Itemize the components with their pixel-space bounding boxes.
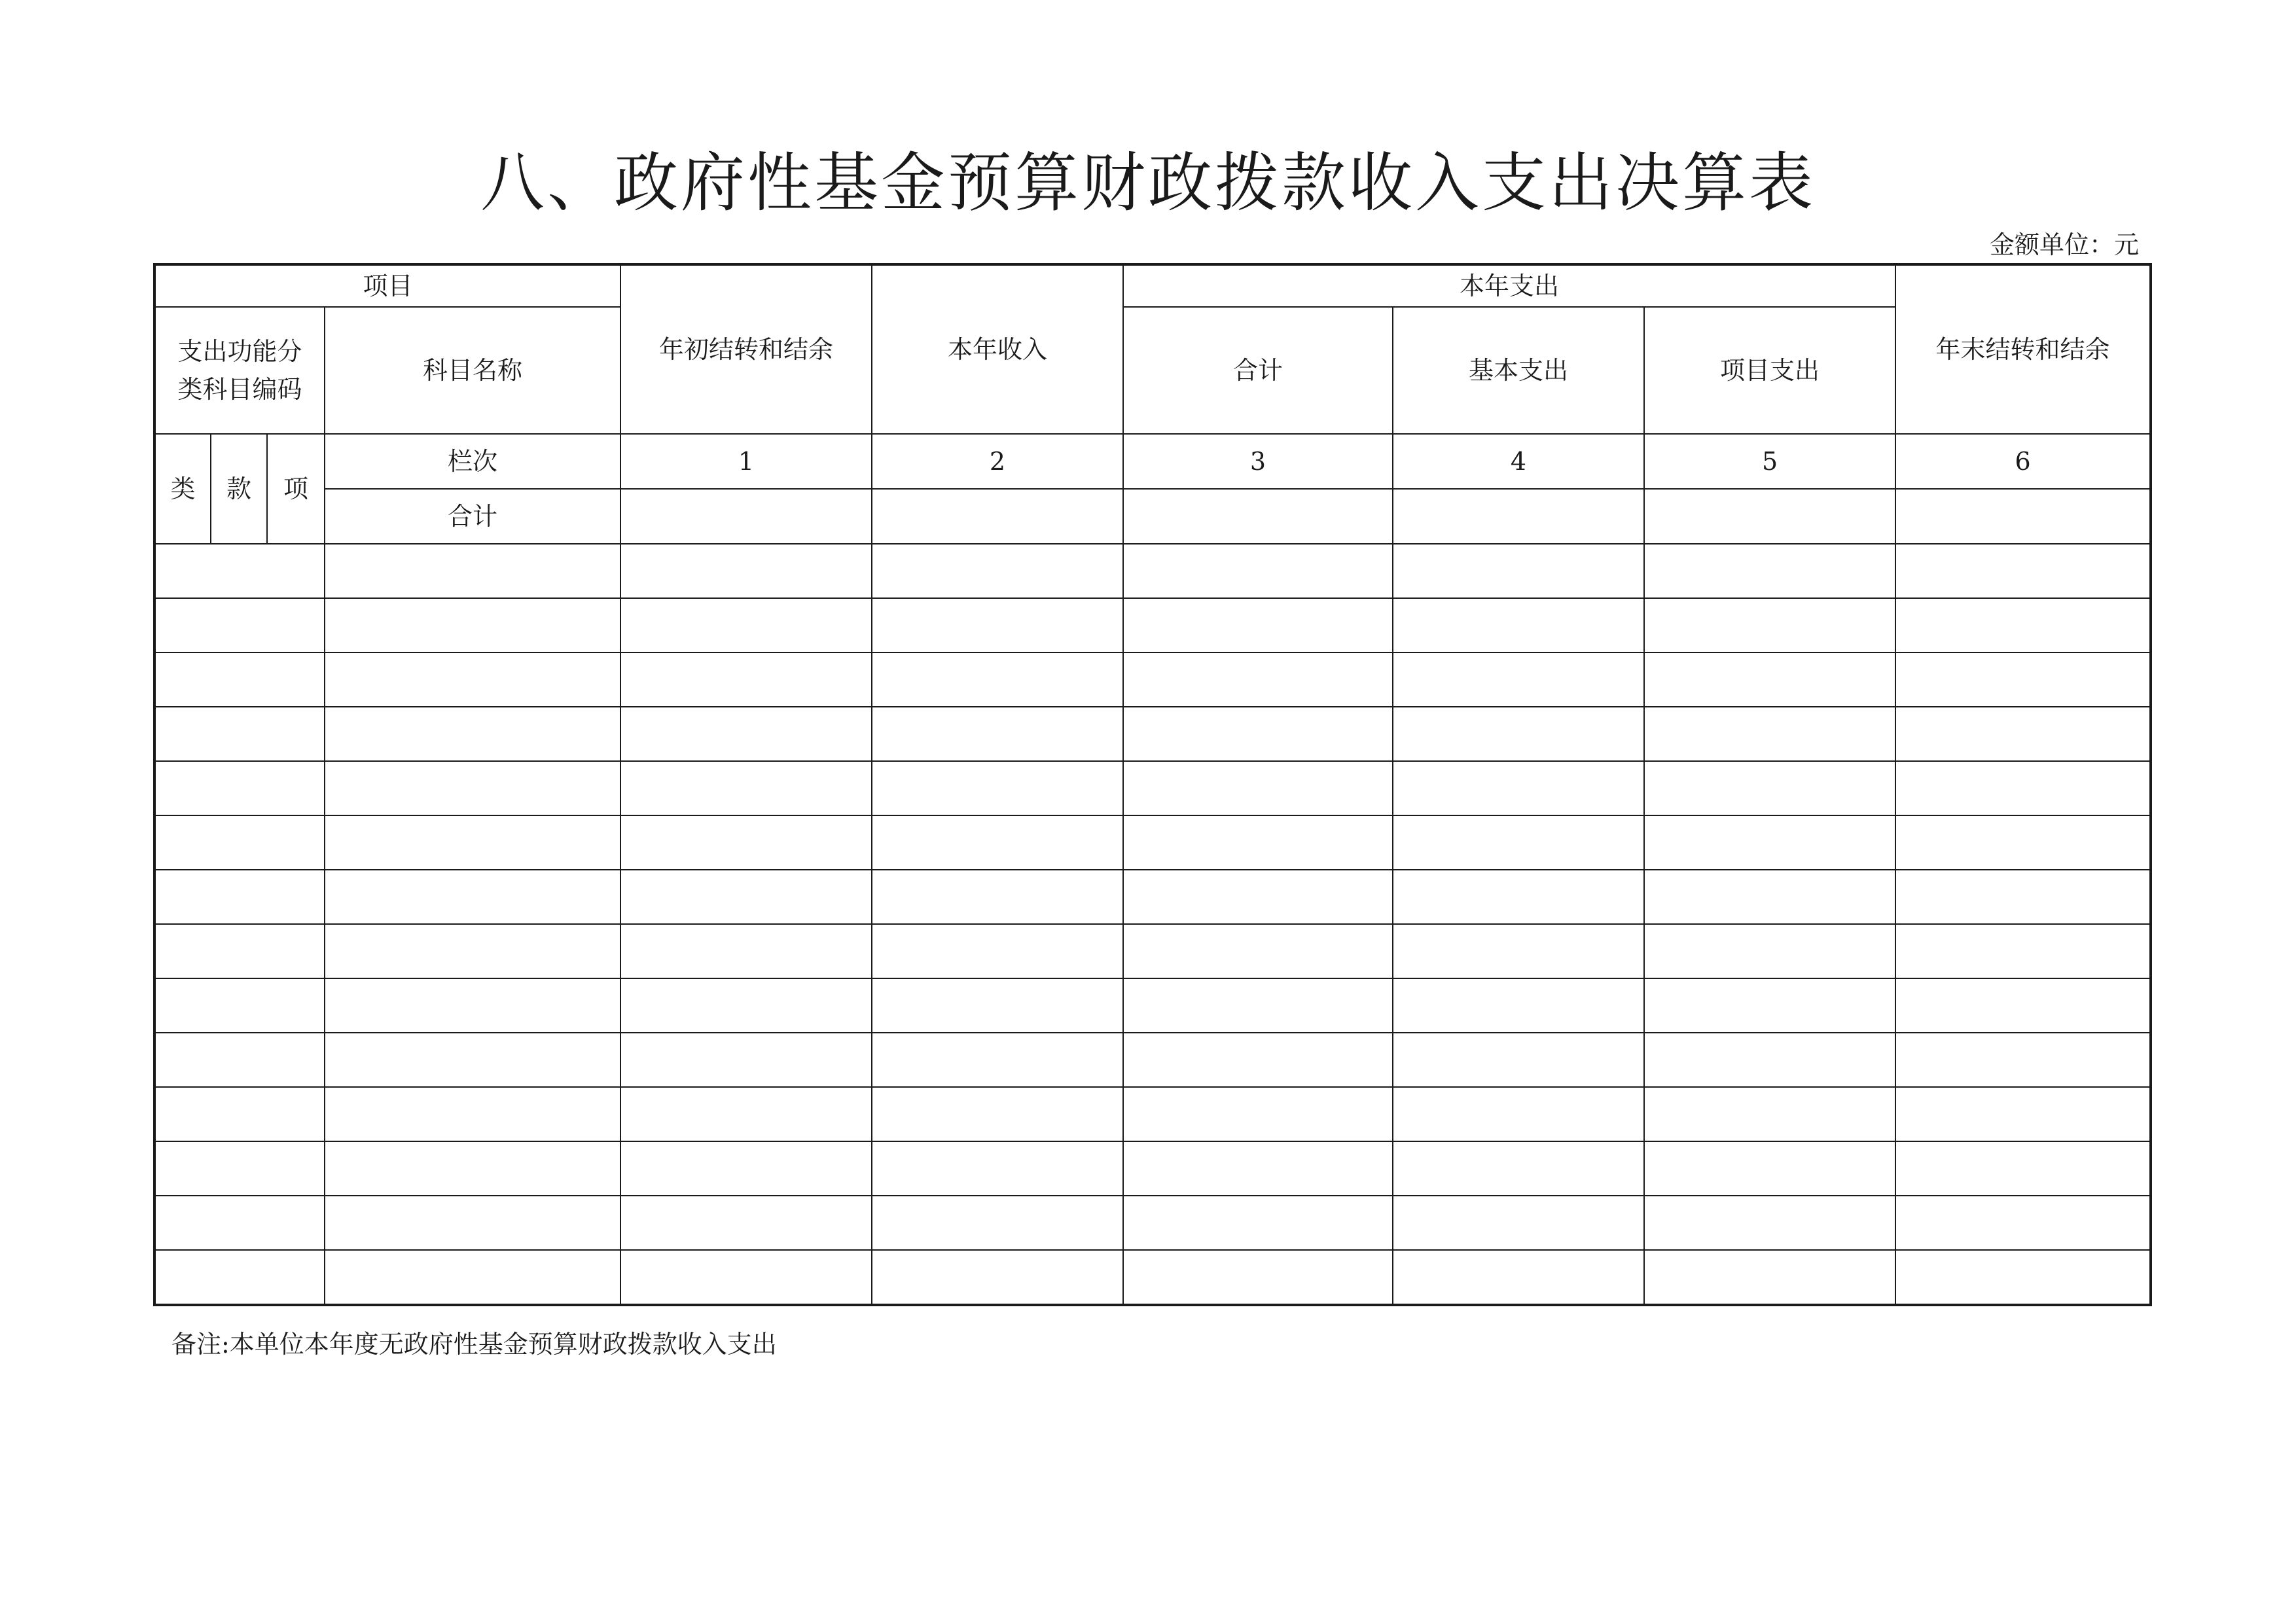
table-row: [154, 978, 2151, 1033]
table-cell: [1644, 978, 1895, 1033]
table-cell: [325, 1141, 620, 1196]
table-cell: [1123, 870, 1393, 924]
table-row: [154, 924, 2151, 978]
table-cell: [872, 924, 1123, 978]
header-code-group: [154, 307, 325, 434]
table-cell: [1644, 1141, 1895, 1196]
table-cell: [325, 870, 620, 924]
table-cell: [1123, 707, 1393, 761]
table-cell: [1644, 652, 1895, 707]
table-row: [154, 652, 2151, 707]
header-code-group-text: 支出功能分类科目编码: [177, 337, 302, 404]
table-cell: [872, 544, 1123, 598]
table-row: [154, 544, 2151, 598]
total-cell: [1393, 489, 1644, 544]
table-row: [154, 870, 2151, 924]
table-cell: [1393, 1087, 1644, 1141]
table-cell: [1644, 707, 1895, 761]
table-cell: [1895, 707, 2151, 761]
column-number-4: 4: [1393, 434, 1644, 489]
table-cell-code: [154, 1250, 325, 1305]
total-cell: [1644, 489, 1895, 544]
table-cell-code: [154, 870, 325, 924]
table-cell: [1895, 870, 2151, 924]
table-cell-code: [154, 707, 325, 761]
footnote: 备注:本单位本年度无政府性基金预算财政拨款收入支出: [171, 1330, 777, 1359]
table-cell: [1644, 761, 1895, 815]
table-cell: [1644, 1250, 1895, 1305]
table-body: [154, 264, 2151, 1305]
table-cell: [872, 815, 1123, 870]
table-cell: [1895, 924, 2151, 978]
table-cell: [325, 761, 620, 815]
table-cell: [872, 707, 1123, 761]
header-subject-name: 科目名称: [325, 307, 620, 434]
table-cell: [1895, 1141, 2151, 1196]
total-row: [154, 489, 2151, 544]
table-cell: [620, 1087, 872, 1141]
table-cell: [1895, 815, 2151, 870]
total-cell: [620, 489, 872, 544]
table-cell: [872, 978, 1123, 1033]
table-cell-code: [154, 761, 325, 815]
table-cell: [872, 870, 1123, 924]
table-cell: [1644, 1087, 1895, 1141]
header-exp-basic: 基本支出: [1393, 307, 1644, 434]
table-cell: [1393, 924, 1644, 978]
column-index-row: [154, 434, 2151, 489]
table-cell: [1123, 1087, 1393, 1141]
header-row-1: [154, 264, 2151, 307]
table-cell: [620, 978, 872, 1033]
total-cell: [1123, 489, 1393, 544]
header-cat-class: 类: [154, 434, 211, 544]
table-cell: [872, 761, 1123, 815]
table-cell: [1123, 924, 1393, 978]
table-cell: [325, 1250, 620, 1305]
table-cell: [620, 1033, 872, 1087]
table-cell-code: [154, 1196, 325, 1250]
table-row: [154, 1250, 2151, 1305]
table-cell-code: [154, 1033, 325, 1087]
table-cell: [620, 1250, 872, 1305]
table-cell: [620, 1196, 872, 1250]
table-cell: [1393, 1033, 1644, 1087]
table-cell: [1895, 598, 2151, 652]
table-cell: [872, 1196, 1123, 1250]
table-cell: [1123, 978, 1393, 1033]
table-cell: [1644, 1196, 1895, 1250]
table-cell: [1895, 652, 2151, 707]
table-cell-code: [154, 1141, 325, 1196]
table-cell-code: [154, 598, 325, 652]
table-cell: [1895, 544, 2151, 598]
table-cell: [325, 978, 620, 1033]
table-cell: [1393, 815, 1644, 870]
table-cell: [1123, 761, 1393, 815]
column-number-6: 6: [1895, 434, 2151, 489]
table-cell: [1123, 1141, 1393, 1196]
column-number-2: 2: [872, 434, 1123, 489]
header-income: 本年收入: [872, 264, 1123, 434]
header-exp-project: 项目支出: [1644, 307, 1895, 434]
table-row: [154, 761, 2151, 815]
header-cat-section: 款: [211, 434, 267, 544]
table-cell: [1123, 598, 1393, 652]
header-cat-item: 项: [267, 434, 325, 544]
column-index-label: 栏次: [325, 434, 620, 489]
table-cell: [1393, 1196, 1644, 1250]
table-cell: [620, 870, 872, 924]
header-row-2: [154, 307, 2151, 434]
table-cell: [872, 598, 1123, 652]
table-cell: [1644, 870, 1895, 924]
table-cell-code: [154, 544, 325, 598]
table-cell: [1123, 815, 1393, 870]
table-cell: [620, 544, 872, 598]
table-cell: [872, 1141, 1123, 1196]
table-row: [154, 1087, 2151, 1141]
table-cell: [1644, 1033, 1895, 1087]
table-cell: [620, 1141, 872, 1196]
total-cell: [1895, 489, 2151, 544]
table-cell-code: [154, 652, 325, 707]
table-cell: [1895, 1196, 2151, 1250]
table-cell: [1393, 1250, 1644, 1305]
table-cell: [325, 652, 620, 707]
table-cell: [872, 652, 1123, 707]
table-cell: [620, 815, 872, 870]
table-cell: [1123, 1250, 1393, 1305]
table-cell: [1644, 598, 1895, 652]
table-cell: [1393, 978, 1644, 1033]
table-cell: [620, 761, 872, 815]
table-cell: [1393, 1141, 1644, 1196]
table-cell: [1895, 1250, 2151, 1305]
table-cell: [325, 598, 620, 652]
column-number-5: 5: [1644, 434, 1895, 489]
table-cell: [1895, 1087, 2151, 1141]
page-title: 八、政府性基金预算财政拨款收入支出决算表: [480, 146, 1816, 221]
budget-final-account-table: [153, 263, 2152, 1306]
table-cell: [1644, 544, 1895, 598]
table-cell: [325, 544, 620, 598]
table-cell: [1895, 978, 2151, 1033]
total-cell: [872, 489, 1123, 544]
table-cell: [1123, 652, 1393, 707]
column-number-3: 3: [1123, 434, 1393, 489]
table-cell: [1644, 924, 1895, 978]
table-cell: [325, 1196, 620, 1250]
table-cell: [1895, 1033, 2151, 1087]
table-cell: [1123, 1033, 1393, 1087]
table-cell-code: [154, 978, 325, 1033]
table-cell: [325, 1033, 620, 1087]
table-cell: [872, 1250, 1123, 1305]
table-cell: [1393, 707, 1644, 761]
table-cell: [1393, 870, 1644, 924]
table-cell: [325, 924, 620, 978]
header-carry-end: 年末结转和结余: [1895, 264, 2151, 434]
header-exp-total: 合计: [1123, 307, 1393, 434]
table-cell: [620, 707, 872, 761]
header-project: 项目: [154, 264, 620, 307]
total-label: 合计: [325, 489, 620, 544]
table-cell-code: [154, 924, 325, 978]
table-cell: [1393, 598, 1644, 652]
table-row: [154, 815, 2151, 870]
table-cell: [1393, 544, 1644, 598]
amount-unit-label: 金额单位：元: [1989, 230, 2139, 259]
table-cell: [325, 707, 620, 761]
table-cell: [325, 815, 620, 870]
table-cell: [872, 1033, 1123, 1087]
table-cell: [620, 598, 872, 652]
table-cell-code: [154, 815, 325, 870]
table-cell: [1895, 761, 2151, 815]
table-cell-code: [154, 1087, 325, 1141]
table-cell: [620, 652, 872, 707]
table-cell: [1393, 652, 1644, 707]
table-row: [154, 707, 2151, 761]
header-expenditure-group: 本年支出: [1123, 264, 1895, 307]
table-row: [154, 598, 2151, 652]
table-cell: [1393, 761, 1644, 815]
table-cell: [325, 1087, 620, 1141]
table-cell: [620, 924, 872, 978]
table-cell: [1123, 1196, 1393, 1250]
table-row: [154, 1141, 2151, 1196]
table-cell: [1123, 544, 1393, 598]
table-row: [154, 1033, 2151, 1087]
table-cell: [872, 1087, 1123, 1141]
table-cell: [1644, 815, 1895, 870]
table-row: [154, 1196, 2151, 1250]
header-carry-begin: 年初结转和结余: [620, 264, 872, 434]
column-number-1: 1: [620, 434, 872, 489]
